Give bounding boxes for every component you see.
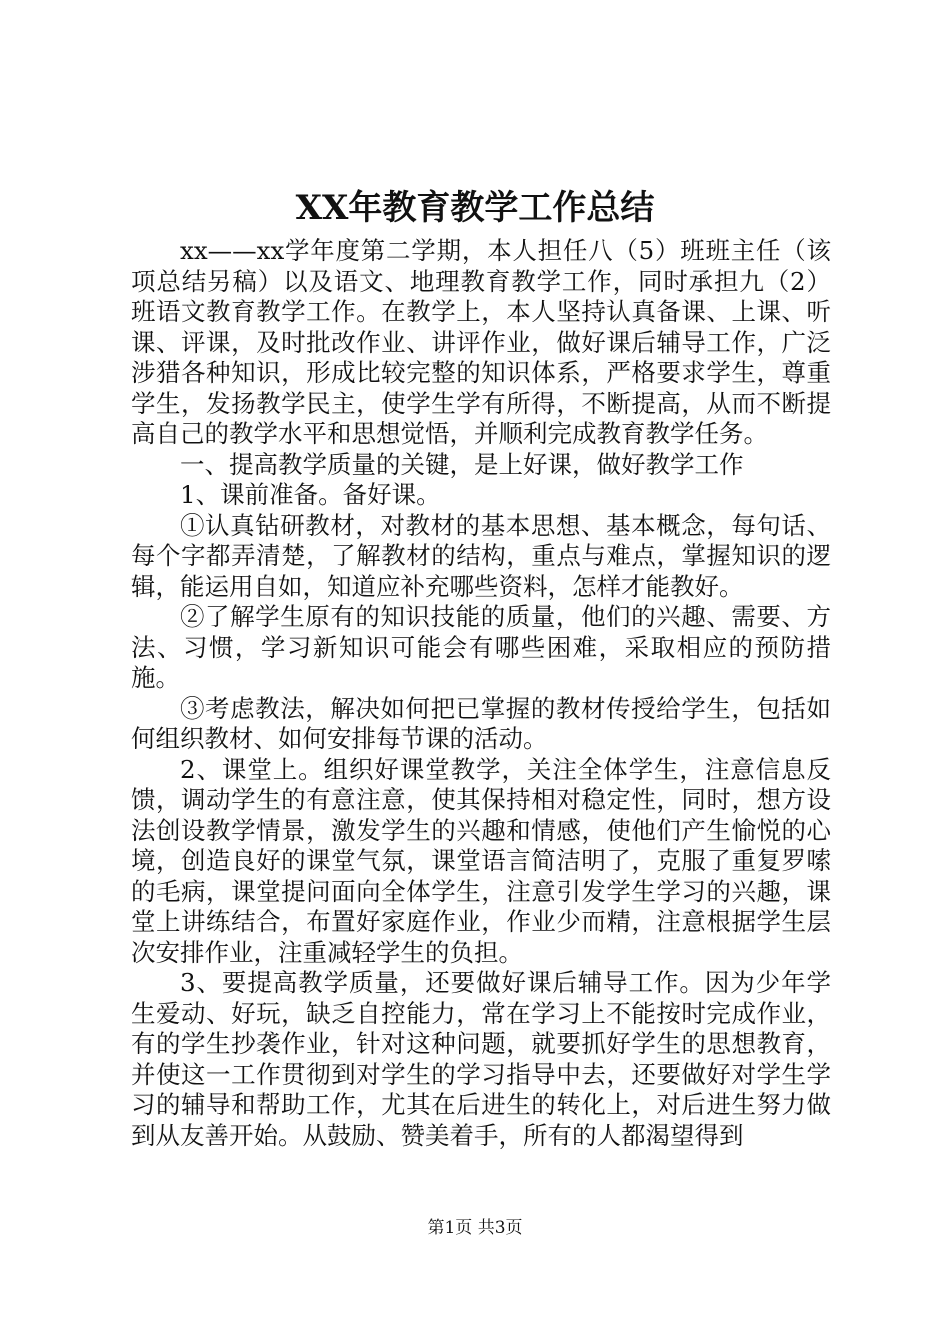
paragraph-tutoring: 3、要提高教学质量，还要做好课后辅导工作。因为少年学生爱动、好玩，缺乏自控能力，常在学习上不能按时完成作业，有的学生抄袭作业，针对这种问题，就要抓好学生的思想教育，并使这一工作贯彻到对学生的学习指导中去，还要做好对学生学习的辅导和帮助工作，尤其在后进生的转化上，对后进生努力做到从友善开始。从鼓励、赞美着手，所有的人都渴望得到 [131,968,831,1150]
paragraph-item-2: ②了解学生原有的知识技能的质量，他们的兴趣、需要、方法、习惯，学习新知识可能会有哪些困难，采取相应的预防措施。 [131,602,831,692]
document-body [131,236,831,1151]
paragraph-lesson-prep: 1、课前准备。备好课。 [180,480,441,509]
paragraph-item-3: ③考虑教法，解决如何把已掌握的教材传授给学生，包括如何组织教材、如何安排每节课的活动。 [131,693,831,753]
paragraph-classroom: 2、课堂上。组织好课堂教学，关注全体学生，注意信息反馈，调动学生的有意注意，使其保持相对稳定性，同时，想方设法创设教学情景，激发学生的兴趣和情感，使他们产生愉悦的心境，创造良好的课堂气氛，课堂语言简洁明了，克服了重复罗嗦的毛病，课堂提问面向全体学生，注意引发学生学习的兴趣，课堂上讲练结合，布置好家庭作业，作业少而精，注意根据学生层次安排作业，注重减轻学生的负担。 [131,754,831,967]
document-title: XX年教育教学工作总结 [295,188,655,228]
paragraph-intro: xx——xx学年度第二学期，本人担任八（5）班班主任（该项总结另稿）以及语文、地理教育教学工作，同时承担九（2）班语文教育教学工作。在教学上，本人坚持认真备课、上课、听课、评课，及时批改作业、讲评作业，做好课后辅导工作，广泛涉猎各种知识，形成比较完整的知识体系，严格要求学生，尊重学生，发扬教学民主，使学生学有所得，不断提高，从而不断提高自己的教学水平和思想觉悟，并顺利完成教育教学任务。 [131,236,831,448]
page-footer: 第1页 共3页 [427,1218,523,1238]
paragraph-item-1: ①认真钻研教材，对教材的基本思想、基本概念，每句话、每个字都弄清楚，了解教材的结构，重点与难点，掌握知识的逻辑，能运用自如，知道应补充哪些资料，怎样才能教好。 [131,510,831,601]
paragraph-section-1-heading: 一、提高教学质量的关键，是上好课，做好教学工作 [180,449,744,479]
